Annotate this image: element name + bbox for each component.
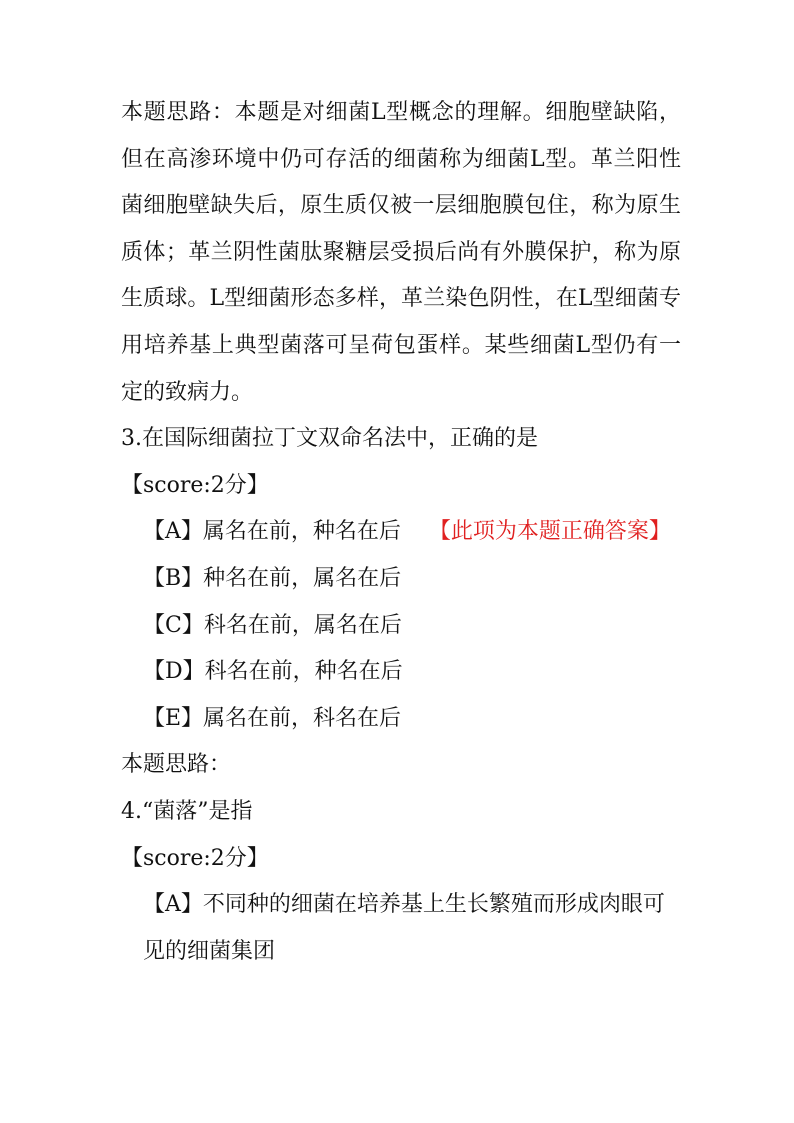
q4-option-a: 【A】不同种的细菌在培养基上生长繁殖而形成肉眼可见的细菌集团 bbox=[143, 892, 665, 964]
q4-score: 【score:2分】 bbox=[121, 845, 269, 871]
correct-answer-mark: 【此项为本题正确答案】 bbox=[428, 519, 671, 545]
q3-option-d: 【D】科名在前，种名在后 bbox=[143, 659, 403, 685]
q3-option-c: 【C】科名在前，属名在后 bbox=[143, 612, 402, 638]
q3-stem: 3.在国际细菌拉丁文双命名法中，正确的是 bbox=[121, 426, 538, 452]
document-content bbox=[121, 90, 681, 975]
q2-explanation: 本题思路：本题是对细菌L型概念的理解。细胞壁缺陷，但在高渗环境中仍可存活的细菌称为细菌L型。革兰阳性菌细胞壁缺失后，原生质仅被一层细胞膜包住，称为原生质体；革兰阴性菌肽聚糖层受损后尚有外膜保护，称为原生质球。L型细菌形态多样，革兰染色阴性，在L型细菌专用培养基上典型菌落可呈荷包蛋样。某些细菌L型仍有一定的致病力。 bbox=[121, 100, 681, 405]
q3-option-b: 【B】种名在前，属名在后 bbox=[143, 565, 402, 591]
q3-explanation: 本题思路： bbox=[121, 752, 232, 778]
q4-stem: 4.“菌落”是指 bbox=[121, 798, 253, 824]
q3-score: 【score:2分】 bbox=[121, 472, 269, 498]
q3-option-e: 【E】属名在前，科名在后 bbox=[143, 705, 402, 731]
q3-option-a bbox=[121, 509, 681, 556]
q3-option-a-label: 【A】属名在前，种名在后 bbox=[143, 519, 401, 545]
